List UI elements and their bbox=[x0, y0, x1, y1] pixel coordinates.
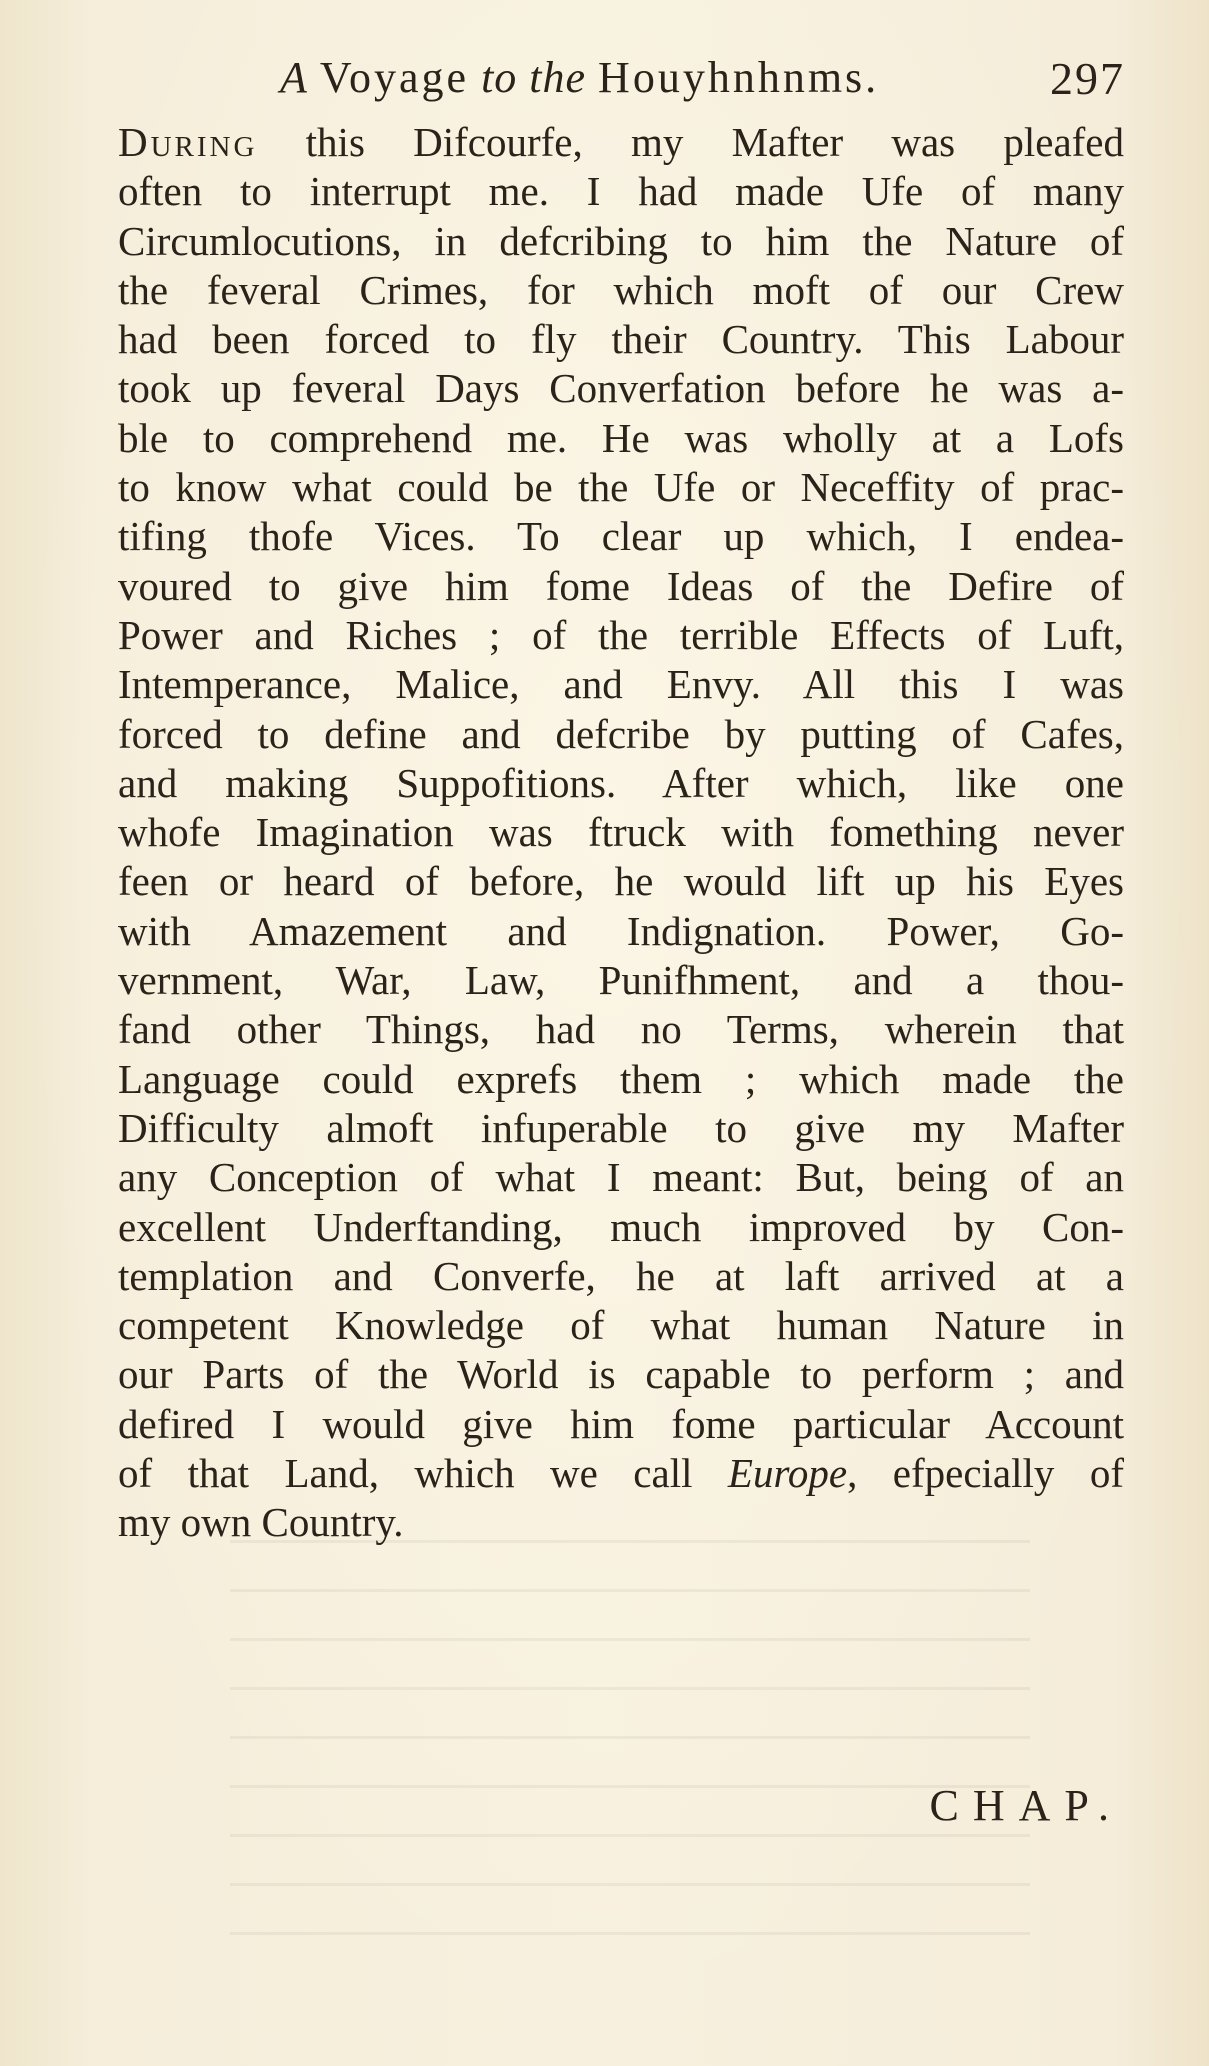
text-line: voured to give him fome Ideas of the Defire of bbox=[118, 562, 1124, 609]
text-line: to know what could be the Ufe or Neceffity of prac- bbox=[118, 464, 1124, 511]
text-line: feen or heard of before, he would lift up his Eyes bbox=[118, 858, 1124, 905]
text-segment: of that Land, which we call bbox=[118, 1450, 728, 1497]
title-article: A bbox=[280, 53, 308, 102]
text-line: tifing thofe Vices. To clear up which, I endea- bbox=[118, 513, 1124, 560]
text-line: and making Suppofitions. After which, like one bbox=[118, 759, 1124, 806]
text-line: the feveral Crimes, for which moft of our Crew bbox=[118, 266, 1124, 313]
text-line: templation and Converfe, he at laft arrived at a bbox=[118, 1252, 1124, 1299]
text-line: Circumlocutions, in defcribing to him the Nature of bbox=[118, 217, 1124, 264]
title-part-voyage: Voyage bbox=[319, 53, 470, 102]
title-part-to-the: to the bbox=[481, 53, 587, 102]
text-line: fand other Things, had no Terms, wherein that bbox=[118, 1006, 1124, 1053]
text-line-final: my own Country. bbox=[118, 1499, 404, 1546]
running-title bbox=[280, 52, 879, 103]
text-line: often to interrupt me. I had made Ufe of many bbox=[118, 168, 1124, 215]
text-line: had been forced to fly their Country. This Labour bbox=[118, 316, 1124, 363]
lead-word: During bbox=[118, 119, 258, 165]
text-line bbox=[118, 1449, 1124, 1498]
text-line: took up feveral Days Converfation before he was a- bbox=[118, 365, 1124, 412]
running-header bbox=[120, 52, 1125, 112]
text-line: Intemperance, Malice, and Envy. All this I was bbox=[118, 661, 1124, 708]
text-line: Power and Riches ; of the terrible Effects of Luft, bbox=[118, 611, 1124, 658]
text-line: defired I would give him fome particular Account bbox=[118, 1400, 1124, 1447]
text-line: any Conception of what I meant: But, being of an bbox=[118, 1154, 1124, 1201]
page-number: 297 bbox=[1050, 53, 1125, 104]
show-through-texture bbox=[230, 1540, 1030, 1960]
catchword: CHAP. bbox=[929, 1781, 1123, 1830]
text-line: excellent Underftanding, much improved by Con- bbox=[118, 1203, 1124, 1250]
text-line bbox=[118, 118, 1124, 167]
body-text bbox=[118, 118, 1124, 1548]
title-part-houyhnhnms: Houyhnhnms. bbox=[598, 53, 880, 102]
text-line: Language could exprefs them ; which made the bbox=[118, 1055, 1124, 1102]
text-line: competent Knowledge of what human Nature in bbox=[118, 1302, 1124, 1349]
text-line: whofe Imagination was ftruck with fomething never bbox=[118, 809, 1124, 856]
text-line: ble to comprehend me. He was wholly at a Lofs bbox=[118, 414, 1124, 461]
text-line: vernment, War, Law, Punifhment, and a thou- bbox=[118, 957, 1124, 1004]
text-line: forced to define and defcribe by putting of Cafes, bbox=[118, 710, 1124, 757]
italic-place-name: Europe bbox=[727, 1450, 848, 1497]
text-line: Difficulty almoft infuperable to give my Mafter bbox=[118, 1104, 1124, 1151]
text-segment: , efpecially of bbox=[847, 1450, 1124, 1497]
text-line: our Parts of the World is capable to perform ; and bbox=[118, 1351, 1124, 1398]
text-line: with Amazement and Indignation. Power, Go- bbox=[118, 907, 1124, 954]
text-line-content: this Difcourfe, my Mafter was pleafed bbox=[257, 119, 1124, 165]
